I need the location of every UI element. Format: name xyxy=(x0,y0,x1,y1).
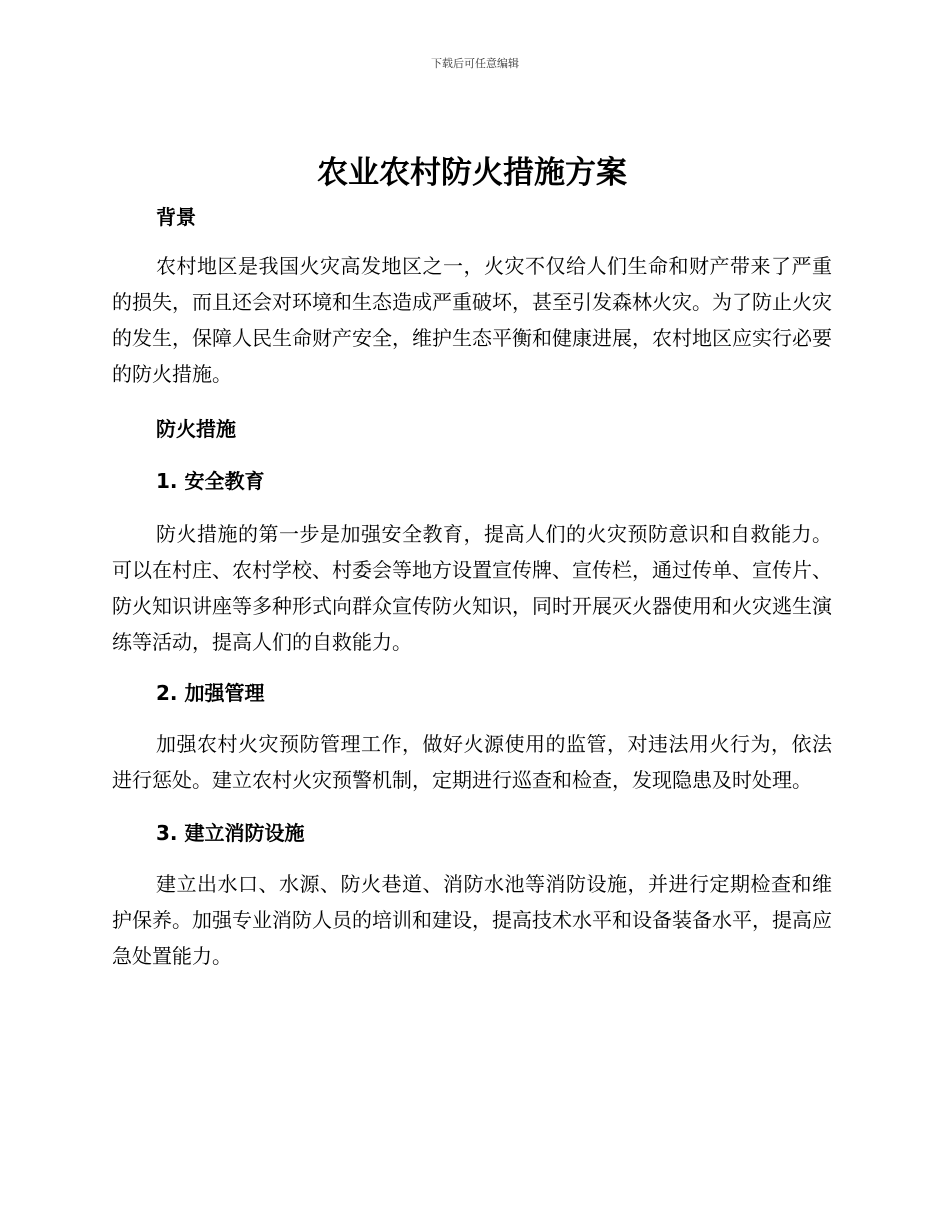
heading-fire-facilities: 3. 建立消防设施 xyxy=(156,821,305,845)
paragraph-safety-education: 防火措施的第一步是加强安全教育，提高人们的火灾预防意识和自救能力。可以在村庄、农村学校、村委会等地方设置宣传牌、宣传栏，通过传单、宣传片、防火知识讲座等多种形式向群众宣传防火知识，同时开展灭火器使用和火灾逃生演练等活动，提高人们的自救能力。 xyxy=(112,522,832,654)
document-body xyxy=(112,150,832,974)
heading-fire-measures: 防火措施 xyxy=(156,417,236,441)
paragraph-strengthen-management: 加强农村火灾预防管理工作，做好火源使用的监管，对违法用火行为，依法进行惩处。建立农村火灾预警机制，定期进行巡查和检查，发现隐患及时处理。 xyxy=(112,732,832,792)
page-header-note: 下载后可任意编辑 xyxy=(431,57,519,70)
heading-strengthen-management: 2. 加强管理 xyxy=(156,681,265,705)
heading-background: 背景 xyxy=(156,205,196,229)
paragraph-background: 农村地区是我国火灾高发地区之一，火灾不仅给人们生命和财产带来了严重的损失，而且还会对环境和生态造成严重破坏，甚至引发森林火灾。为了防止火灾的发生，保障人民生命财产安全，维护生态平衡和健康进展，农村地区应实行必要的防火措施。 xyxy=(112,254,832,386)
heading-safety-education: 1. 安全教育 xyxy=(156,469,265,493)
paragraph-fire-facilities: 建立出水口、水源、防火巷道、消防水池等消防设施，并进行定期检查和维护保养。加强专业消防人员的培训和建设，提高技术水平和设备装备水平，提高应急处置能力。 xyxy=(112,872,832,968)
document-title: 农业农村防火措施方案 xyxy=(317,155,627,191)
